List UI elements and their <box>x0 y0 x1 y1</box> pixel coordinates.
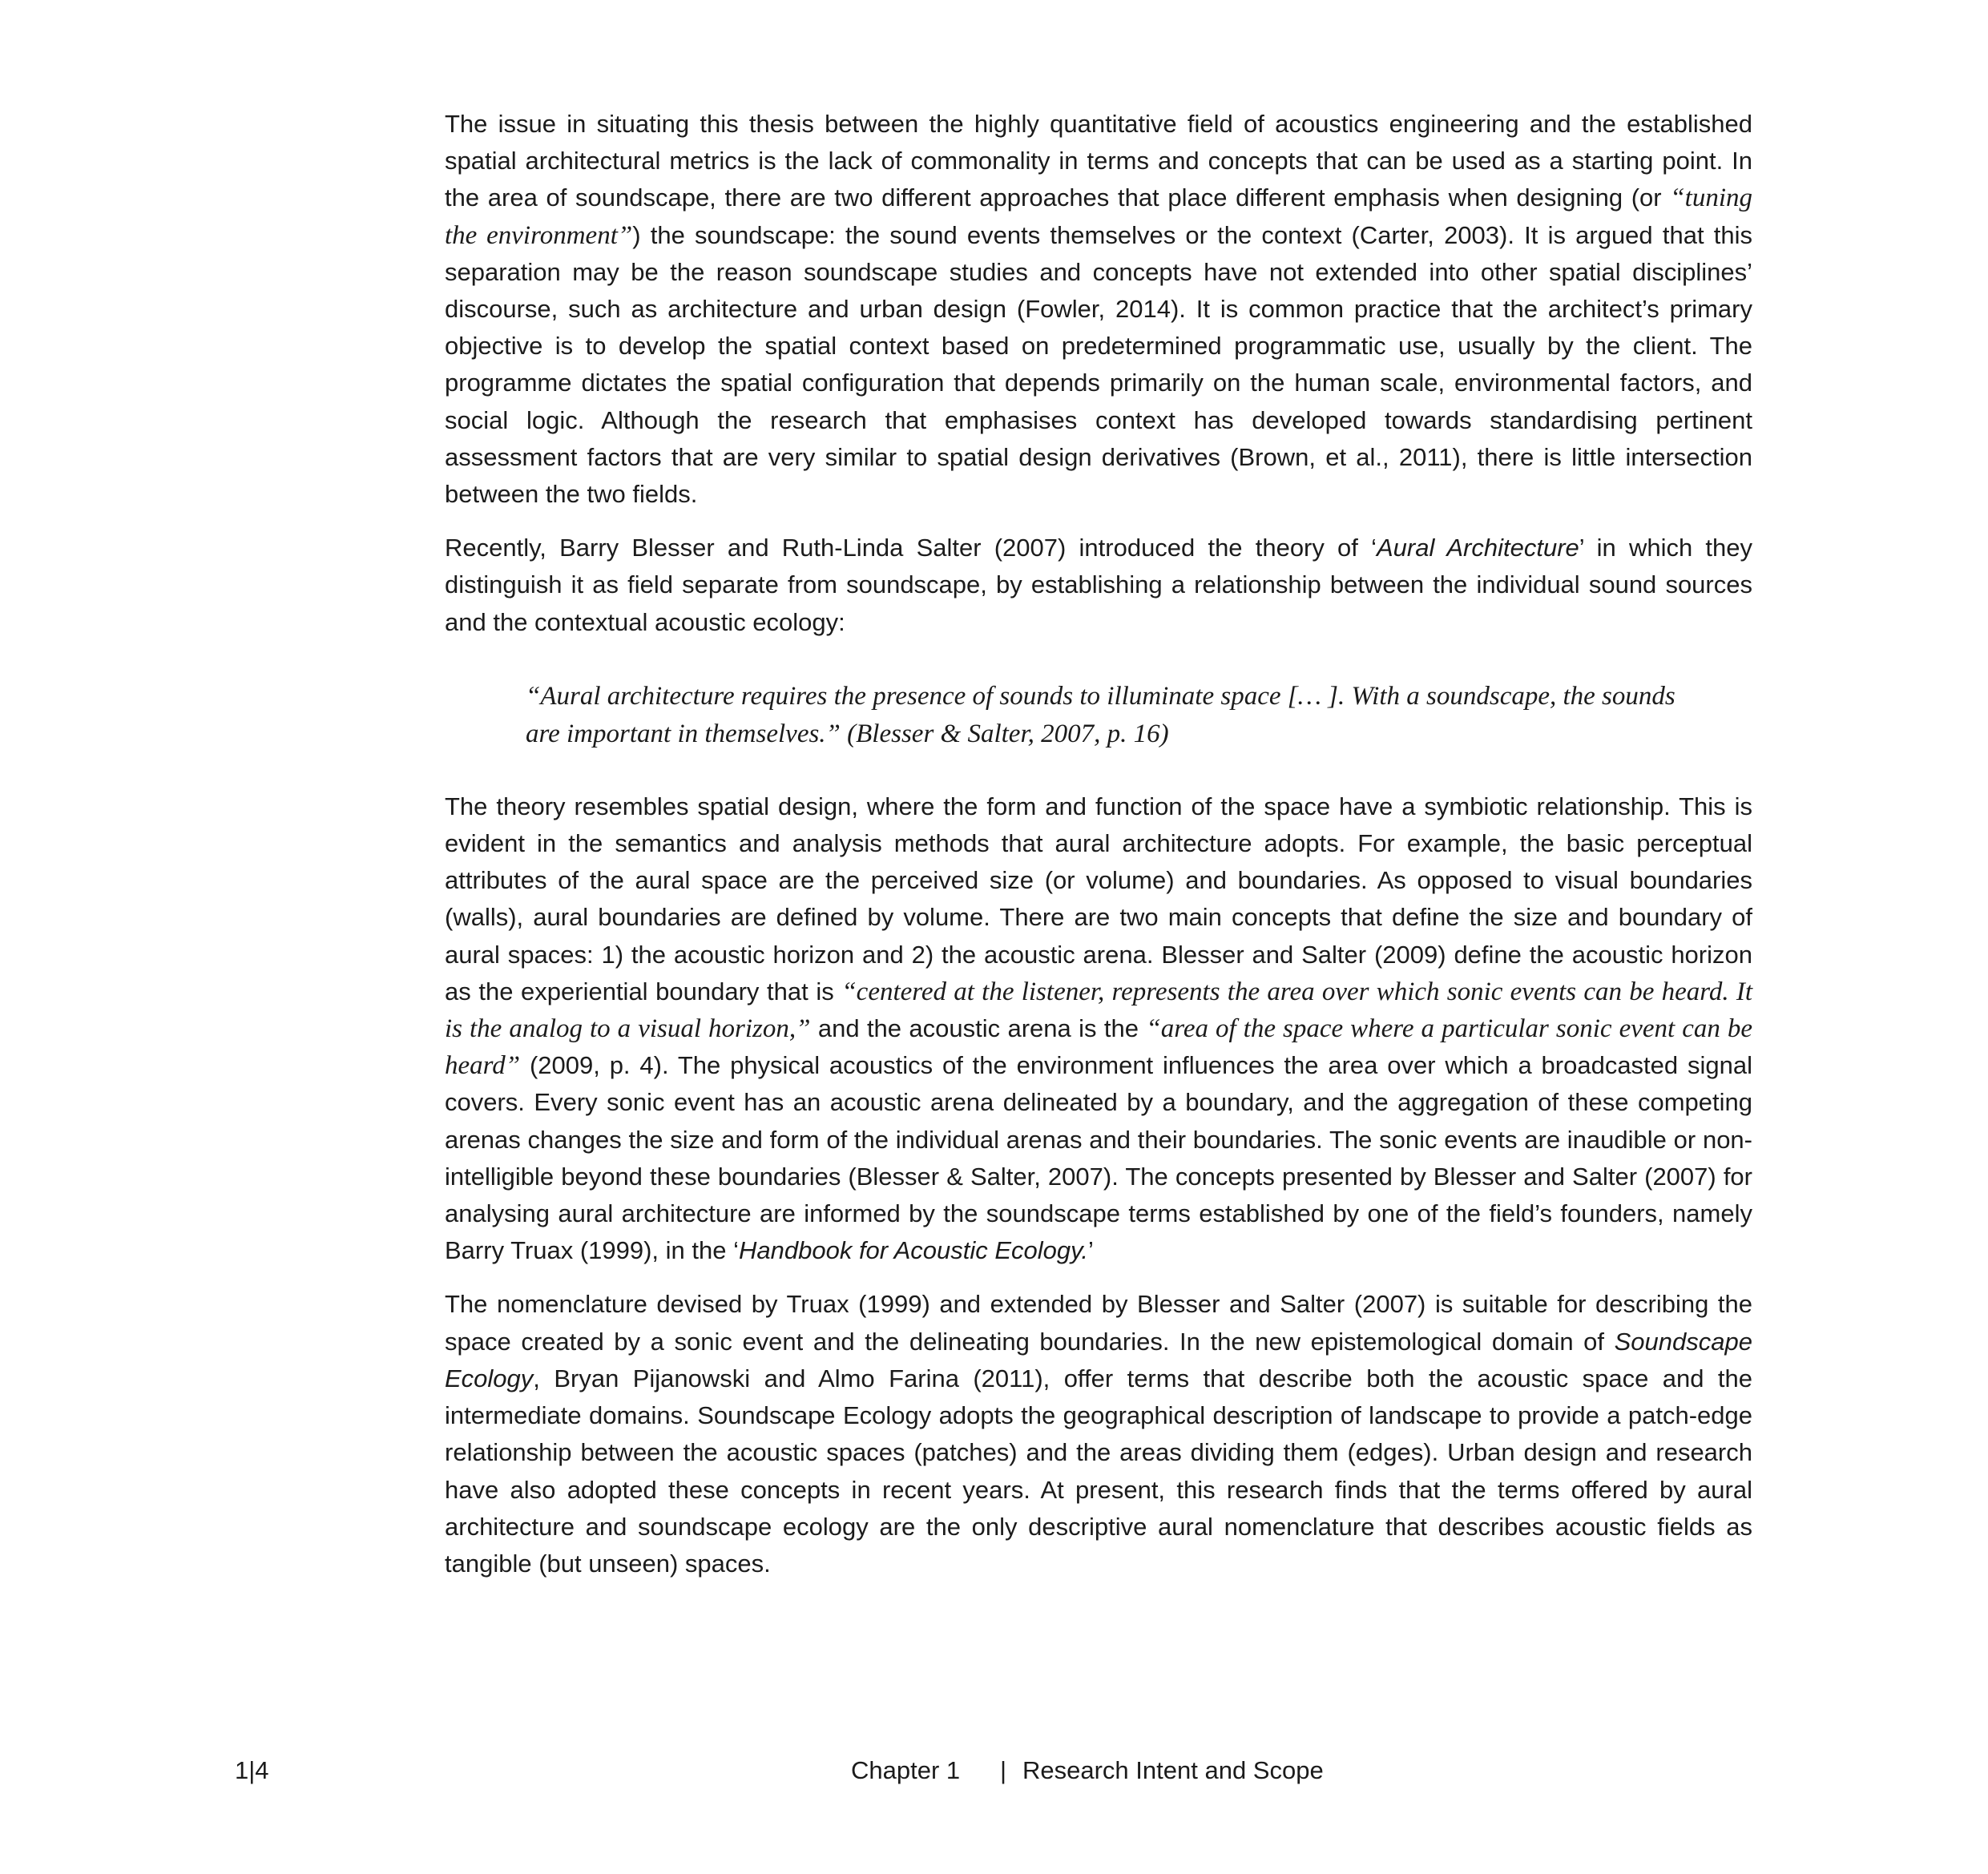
block-quote-line-1: “Aural architecture requires the presence of sounds to illuminate space [… ]. With a soundscape, the sounds <box>526 681 1675 711</box>
paragraph-2-term-aural-architecture: Aural Architecture <box>1376 534 1579 562</box>
paragraph-3-text-a: The theory resembles spatial design, where the form and function of the space have a symbiotic relationship. This is evident in the semantics and analysis methods that aural architecture adopts. For example, the basic perceptual attributes of the aural space are the perceived size (or volume) and boundaries. As opposed to visual boundaries (walls), aural boundaries are defined by volume. There are two main concepts that define the size and boundary of aural spaces: 1) the acoustic horizon and 2) the acoustic arena. Blesser and Salter (2009) define the acoustic horizon as the experiential boundary that is <box>445 792 1752 1006</box>
block-quote-line-2: are important in themselves.” (Blesser & Salter, 2007, p. 16) <box>526 719 1169 748</box>
paragraph-2-text-a: Recently, Barry Blesser and Ruth-Linda Salter (2007) introduced the theory of ‘ <box>445 534 1377 562</box>
paragraph-2 <box>445 530 1752 641</box>
paragraph-3-handbook-title: Handbook for Acoustic Ecology. <box>739 1236 1088 1265</box>
paragraph-4 <box>445 1286 1752 1582</box>
paragraph-3-quote-arena: “area of the space where a particular sonic event can be heard” <box>445 1014 1752 1081</box>
paragraph-2-text-b: ’ in which they distinguish it as field separate from soundscape, by establishing a relationship between the individual sound sources and the contextual acoustic ecology: <box>445 534 1752 636</box>
paragraph-4-text-a: The nomenclature devised by Truax (1999) and extended by Blesser and Salter (2007) is suitable for describing the space created by a sonic event and the delineating boundaries. In the new epistemological domain of <box>445 1290 1752 1356</box>
body-text <box>445 106 1752 1599</box>
paragraph-3-text-c: (2009, p. 4). The physical acoustics of the environment influences the area over which a broadcasted signal covers. Every sonic event has an acoustic arena delineated by a boundary, and the aggregation of these competing arenas changes the size and form of the individual arenas and their boundaries. The sonic events are inaudible or non-intelligible beyond these boundaries (Blesser & Salter, 2007). The concepts presented by Blesser and Salter (2007) for analysing aural architecture are informed by the soundscape terms established by one of the field’s founders, namely Barry Truax (1999), in the ‘ <box>445 1051 1752 1265</box>
footer-separator: | <box>1000 1756 1007 1784</box>
block-quote <box>526 678 1675 753</box>
paragraph-4-term-soundscape-ecology: Soundscape Ecology <box>445 1327 1752 1392</box>
paragraph-1-text-b: ) the soundscape: the sound events themselves or the context (Carter, 2003). It is argued that this separation may be the reason soundscape studies and concepts have not extended into other spatial disciplines’ discourse, such as architecture and urban design (Fowler, 2014). It is common practice that the architect’s primary objective is to develop the spatial context based on predetermined programmatic use, usually by the client. The programme dictates the spatial configuration that depends primarily on the human scale, environmental factors, and social logic. Although the research that emphasises context has developed towards standardising pertinent assessment factors that are very similar to spatial design derivatives (Brown, et al., 2011), there is little intersection between the two fields. <box>445 220 1752 509</box>
paragraph-1 <box>445 106 1752 513</box>
paragraph-3-text-d: ’ <box>1087 1236 1094 1265</box>
paragraph-3-quote-horizon: “centered at the listener, represents the area over which sonic events can be heard. It is the analog to a visual horizon,” <box>445 977 1752 1044</box>
page-number: 1|4 <box>235 1756 269 1784</box>
footer-chapter: Chapter 1 <box>851 1756 961 1784</box>
paragraph-3-text-b: and the acoustic arena is the <box>810 1014 1147 1043</box>
paragraph-4-text-b: , Bryan Pijanowski and Almo Farina (2011), offer terms that describe both the acoustic space and the intermediate domains. Soundscape Ecology adopts the geographical description of landscape to provide a patch-edge relationship between the acoustic spaces (patches) and the areas dividing them (edges). Urban design and research have also adopted these concepts in recent years. At present, this research finds that the terms offered by aural architecture and soundscape ecology are the only descriptive aural nomenclature that describes acoustic fields as tangible (but unseen) spaces. <box>445 1364 1752 1578</box>
paragraph-3 <box>445 788 1752 1270</box>
paragraph-1-text-a: The issue in situating this thesis between the highly quantitative field of acoustics engineering and the established spatial architectural metrics is the lack of commonality in terms and concepts that can be used as a starting point. In the area of soundscape, there are two different approaches that place different emphasis when designing (or <box>445 110 1752 212</box>
footer-section-title: Research Intent and Scope <box>1022 1756 1324 1784</box>
paragraph-1-quote-tuning: “tuning the environment” <box>445 183 1752 250</box>
